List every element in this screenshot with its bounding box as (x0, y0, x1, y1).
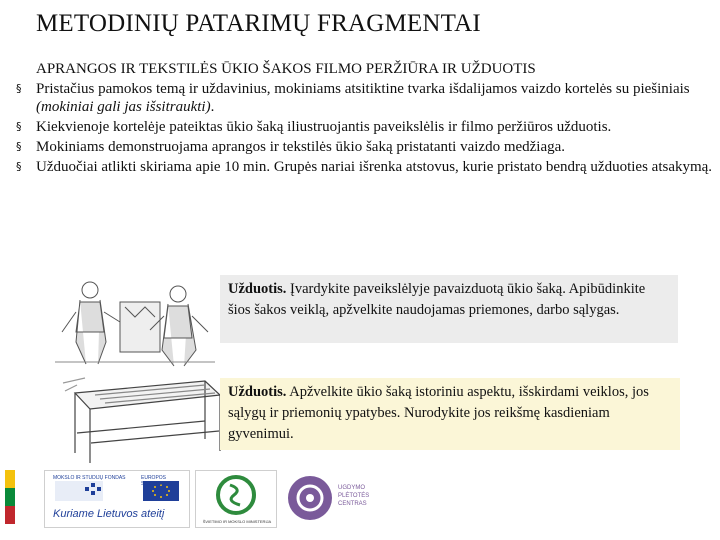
list-item (16, 118, 716, 136)
logo-line: PLĖTOTĖS (338, 493, 370, 499)
list-item (16, 138, 716, 156)
logo-line: UGDYMO (338, 485, 365, 491)
task-text: Apžvelkite ūkio šaką istoriniu aspektu, išskirdami veiklos, jos sąlygų ir priemonių ypatybes. Nurodykite jos reikšmę kasdieniam gyvenimui. (228, 384, 649, 442)
task-text: Įvardykite paveikslėlyje pavaizduotą ūkio šaką. Apibūdinkite šios šakos veiklą, apžvelkite naudojamas priemones, darbo sąlygas. (228, 281, 646, 318)
logo-text-ugdymo (338, 484, 369, 508)
bullet-icon: § (16, 120, 22, 133)
list-item (16, 158, 716, 176)
list-item (16, 80, 716, 116)
task-card-2 (220, 378, 680, 450)
bullet-italic: (mokiniai gali jas išsitraukti) (36, 99, 211, 115)
bullet-text: Mokiniams demonstruojama aprangos ir tekstilės ūkio šaką pristatanti vaizdo medžiaga. (36, 139, 566, 155)
logo-caption: ŠVIETIMO IR MOKSLO MINISTERIJA (202, 519, 272, 524)
es-funds-logo (44, 470, 190, 528)
bullet-end: . (210, 99, 215, 115)
task-label: Užduotis. (228, 281, 287, 297)
bullet-icon: § (16, 160, 22, 173)
textile-workers-illustration (50, 272, 220, 367)
ministry-emblem-icon (212, 473, 260, 517)
logo-slogan: Kuriame Lietuvos ateitį (53, 508, 165, 520)
logo-text-ministry: MOKSLO IR STUDIJŲ FONDAS (53, 475, 126, 481)
bullet-icon: § (16, 140, 22, 153)
section-heading: APRANGOS IR TEKSTILĖS ŪKIO ŠAKOS FILMO PERŽIŪRA IR UŽDUOTIS (36, 61, 536, 77)
bullet-text: Užduočiai atlikti skiriama apie 10 min. Grupės nariai išrenka atstovus, kurie pristato bendrą užduoties atsakymą. (36, 159, 713, 175)
task-label: Užduotis. (228, 384, 287, 400)
logo-line: CENTRAS (338, 501, 367, 507)
ugdymo-centras-logo (282, 470, 382, 528)
bullet-text: Pristačius pamokos temą ir uždavinius, mokiniams atsitiktine tvarka išdalijamos vaizdo kortelės su piešiniais (36, 81, 690, 97)
ugdymo-emblem-icon (286, 474, 334, 522)
loom-table-illustration (55, 373, 225, 466)
page-title: METODINIŲ PATARIMŲ FRAGMENTAI (36, 10, 481, 37)
bullet-icon: § (16, 82, 22, 95)
bullet-text: Kiekvienoje kortelėje pateiktas ūkio šaką iliustruojantis paveikslėlis ir filmo peržiūros užduotis. (36, 119, 612, 135)
logo-text-eu: EUROPOS SĄJUNGA (141, 475, 167, 487)
task-card-1 (220, 275, 678, 343)
ministry-logo (195, 470, 277, 528)
content-body (16, 60, 716, 176)
lithuanian-flag-icon (5, 470, 15, 524)
